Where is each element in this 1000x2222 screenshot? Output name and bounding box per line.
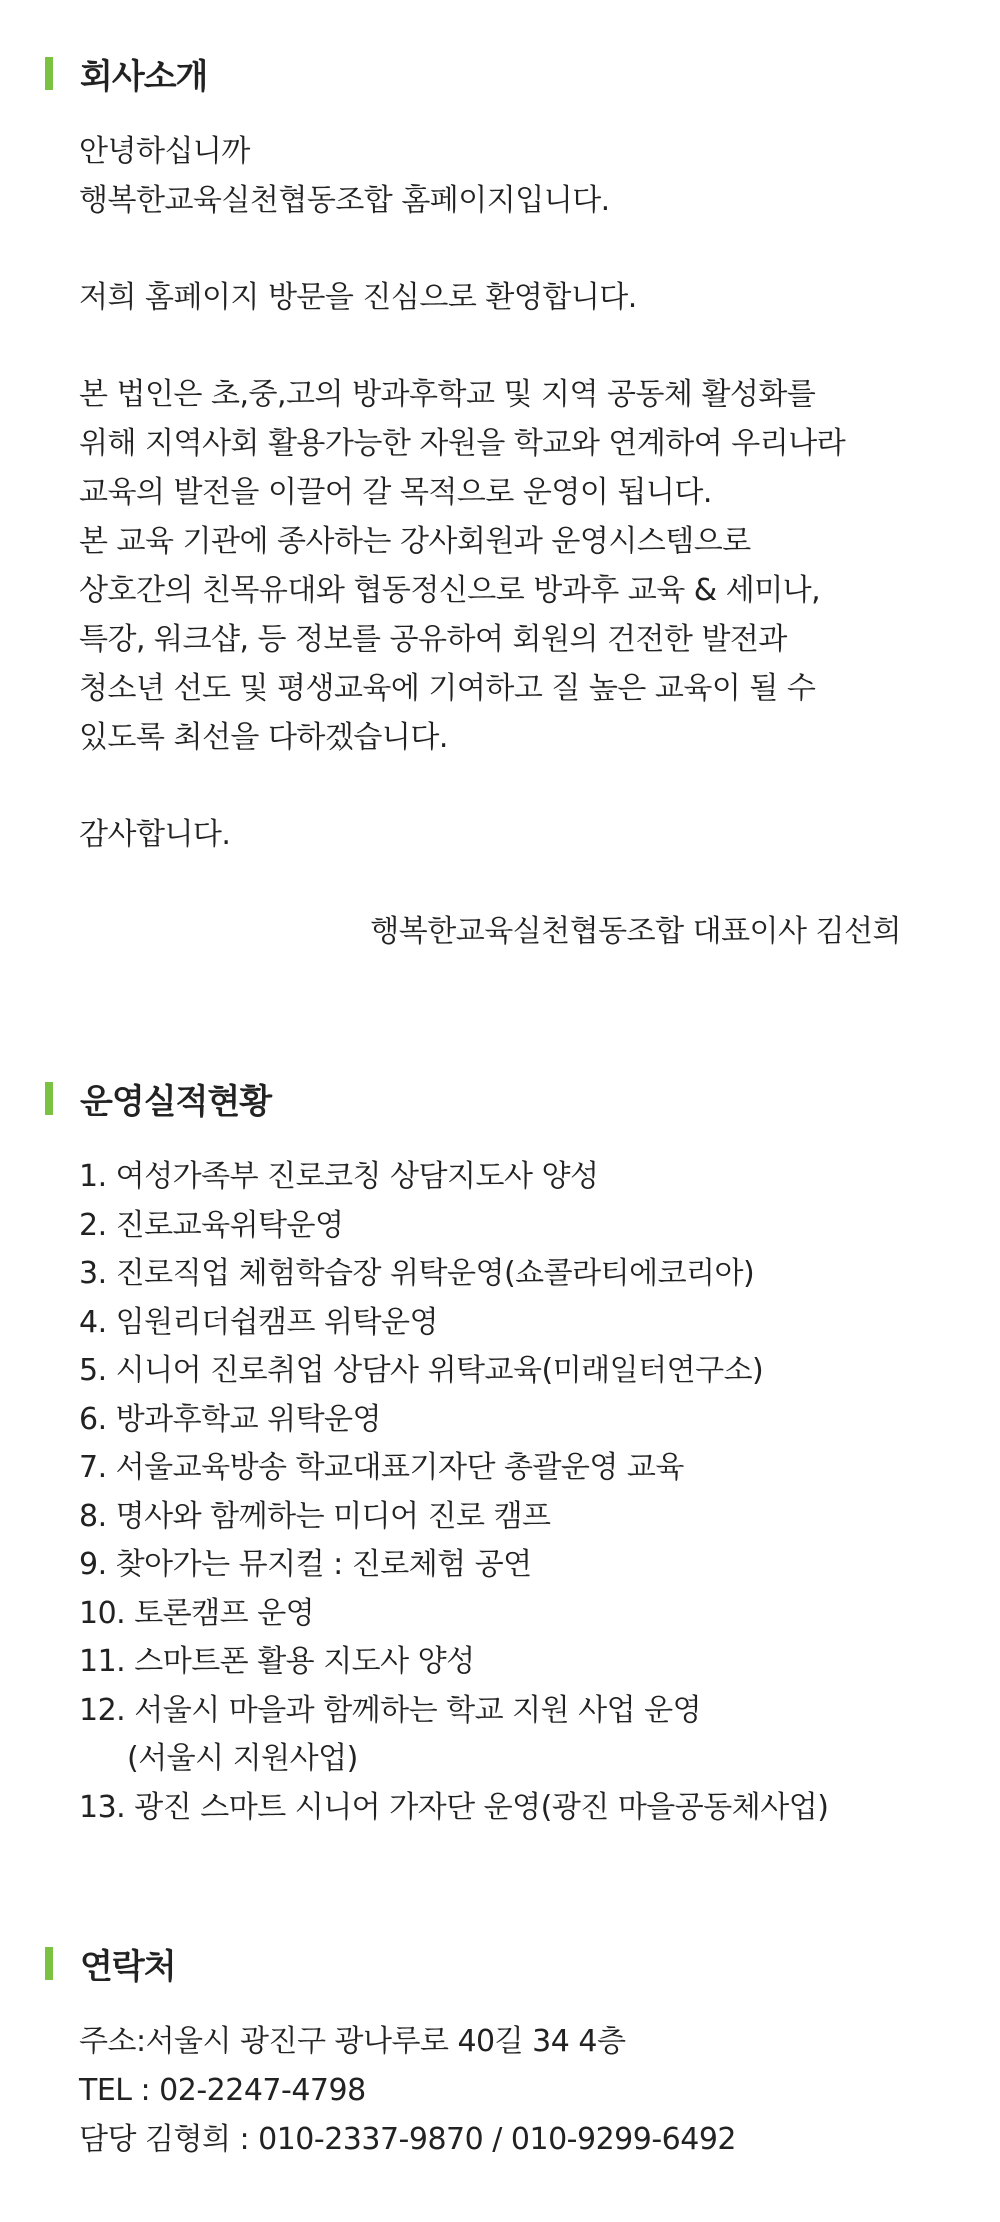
intro-line: 청소년 선도 및 평생교육에 기여하고 질 높은 교육이 될 수 — [79, 671, 816, 706]
intro-line: 특강, 워크샵, 등 정보를 공유하여 회원의 건전한 발전과 — [79, 622, 787, 657]
signature: 행복한교육실천협동조합 대표이사 김선희 — [370, 914, 901, 949]
intro-line: 저희 홈페이지 방문을 진심으로 환영합니다. — [79, 280, 637, 315]
list-item: 9. 찾아가는 뮤지컬 : 진로체험 공연 — [79, 1547, 532, 1582]
intro-line: 본 법인은 초,중,고의 방과후학교 및 지역 공동체 활성화를 — [79, 377, 816, 412]
list-item: 5. 시니어 진로취업 상담사 위탁교육(미래일터연구소) — [79, 1353, 764, 1388]
contact-manager: 담당 김형희 : 010-2337-9870 / 010-9299-6492 — [79, 2122, 737, 2157]
intro-line: 상호간의 친목유대와 협동정신으로 방과후 교육 & 세미나, — [79, 573, 821, 608]
intro-line: 안녕하십니까 — [79, 134, 250, 169]
list-item: 6. 방과후학교 위탁운영 — [79, 1401, 382, 1437]
title-accent-bar — [45, 1947, 53, 1980]
list-item: 2. 진로교육위탁운영 — [79, 1207, 344, 1243]
list-item: 8. 명사와 함께하는 미디어 진로 캠프 — [79, 1498, 551, 1534]
list-item: 13. 광진 스마트 시니어 가자단 운영(광진 마을공동체사업) — [79, 1789, 829, 1825]
records-section-title — [45, 1078, 272, 1122]
intro-line: 행복한교육실천협동조합 홈페이지입니다. — [79, 183, 610, 218]
intro-title: 회사소개 — [80, 56, 208, 97]
title-accent-bar — [45, 57, 53, 90]
intro-line: 교육의 발전을 이끌어 갈 목적으로 운영이 됩니다. — [79, 475, 712, 510]
intro-line: 위해 지역사회 활용가능한 자원을 학교와 연계하여 우리나라 — [79, 426, 846, 461]
intro-closing: 감사합니다. — [79, 817, 231, 852]
contact-title: 연락처 — [80, 1946, 176, 1987]
records-list — [79, 1153, 828, 1832]
list-item: 1. 여성가족부 진로코칭 상담지도사 양성 — [79, 1159, 599, 1194]
title-accent-bar — [45, 1082, 53, 1115]
contact-tel: TEL : 02-2247-4798 — [79, 2073, 366, 2108]
list-item: 11. 스마트폰 활용 지도사 양성 — [79, 1644, 475, 1679]
list-item: 3. 진로직업 체험학습장 위탁운영(쇼콜라티에코리아) — [79, 1256, 755, 1291]
contact-address: 주소:서울시 광진구 광나루로 40길 34 4층 — [79, 2024, 626, 2059]
intro-line: 있도록 최선을 다하겠습니다. — [79, 720, 448, 755]
list-item: 7. 서울교육방송 학교대표기자단 총괄운영 교육 — [79, 1450, 684, 1485]
list-item: 10. 토론캠프 운영 — [79, 1595, 315, 1631]
list-item: 12. 서울시 마을과 함께하는 학교 지원 사업 운영 — [79, 1692, 702, 1728]
intro-line: 본 교육 기관에 종사하는 강사회원과 운영시스템으로 — [79, 524, 751, 559]
intro-section-title — [45, 53, 208, 97]
list-item: 4. 임원리더쉽캠프 위탁운영 — [79, 1304, 438, 1340]
contact-section-title — [45, 1943, 176, 1987]
records-title: 운영실적현황 — [80, 1081, 272, 1122]
list-item-continuation: (서울시 지원사업) — [127, 1741, 358, 1776]
